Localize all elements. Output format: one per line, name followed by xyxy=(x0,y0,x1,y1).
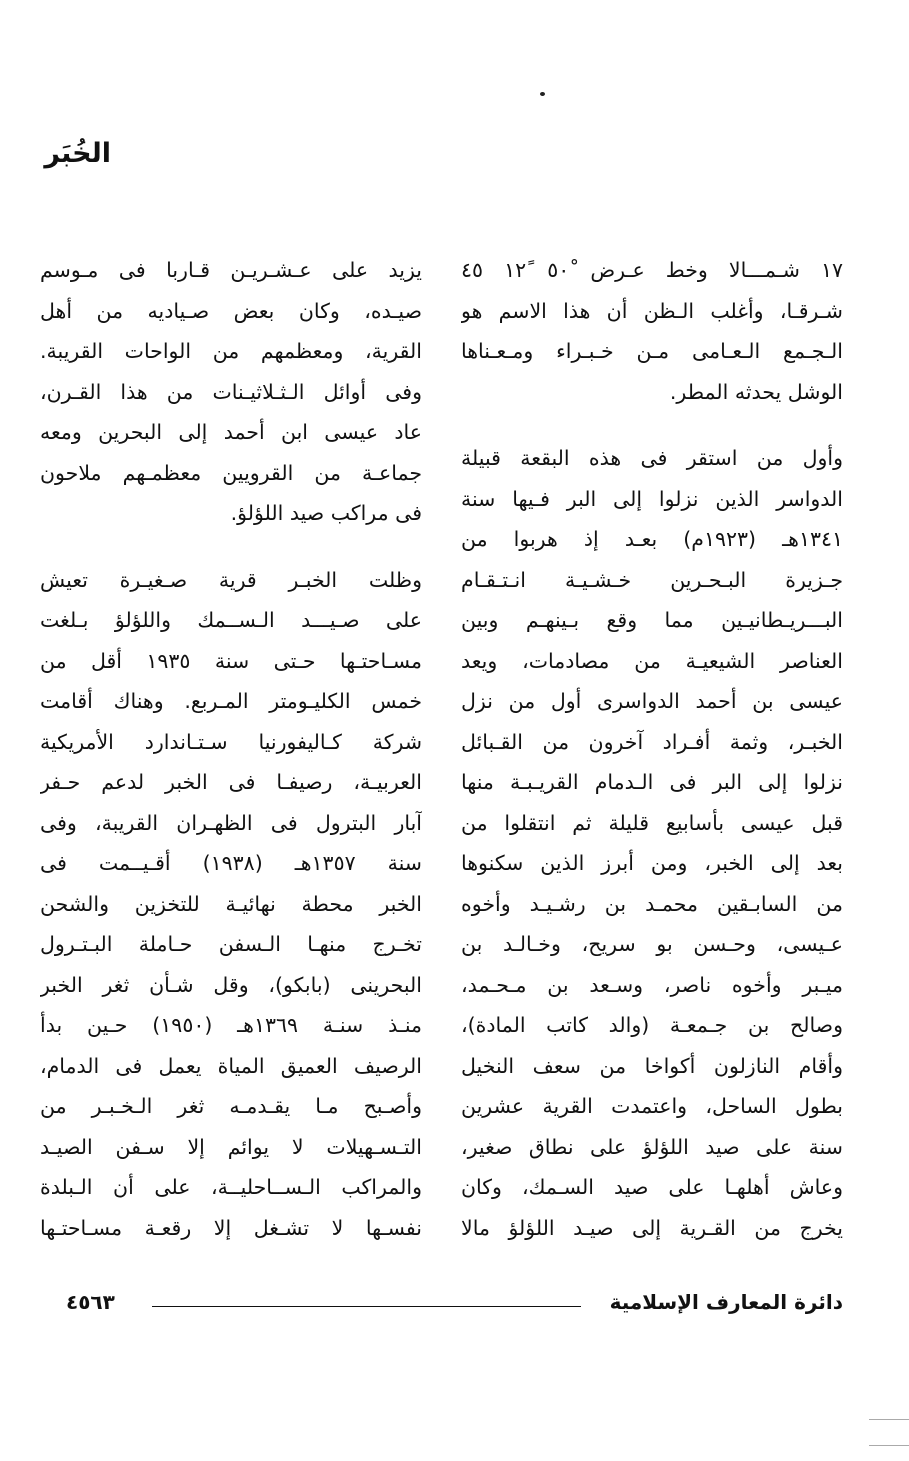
text-line: نزلوا إلى البر فى الـدمام القريـبـة منها xyxy=(461,770,843,794)
text-line: جماعـة من القرويين معظمـهم ملاحون xyxy=(40,460,422,485)
text-line: الوشل يحدثه المطر. xyxy=(669,379,843,404)
text-line: العربيـة، رصيفـا فى الخبر لدعم حـفر xyxy=(40,770,422,794)
paragraph xyxy=(461,250,843,412)
running-title: الخُبَر xyxy=(44,138,111,169)
text-line: وعاش أهلهـا على صيد السـمك، وكان xyxy=(461,1175,843,1199)
paragraph xyxy=(40,250,422,534)
left-column xyxy=(40,250,422,1248)
text-line: يخرج من القـرية إلى صيـد اللؤلؤ مالا xyxy=(461,1215,843,1240)
text-line: وصالح بن جـمعـة (والد كاتب المادة)، xyxy=(461,1013,843,1037)
text-line: جـزيرة البـحـرين خـشـيـة انـتـقـام xyxy=(461,567,843,592)
text-line: العناصر الشيعيـة من مصادمات، ويعد xyxy=(461,648,843,673)
text-line: والمراكب الـســاحليــة، على أن الـبلدة xyxy=(40,1175,422,1199)
text-line: فى مراكب صيد اللؤلؤ. xyxy=(230,501,422,525)
footer-rule xyxy=(152,1306,581,1307)
text-line: عيسى بن أحمد الدواسرى أول من نزل xyxy=(461,689,843,713)
text-line: يزيد على عـشـريـن قـاربا فى مـوسم xyxy=(40,258,422,282)
text-line: وفى أوائل الـثـلاثيـنات من هذا القـرن، xyxy=(40,379,422,404)
text-line: الرصيف العميق المياة يعمل فى الدمام، xyxy=(40,1053,422,1078)
paragraph-gap xyxy=(461,412,843,438)
text-line: من السابـقين محمـد بن رشـيـد وأخوه xyxy=(461,891,843,916)
publication-title: دائرة المعارف الإسلامية xyxy=(609,1290,843,1314)
text-line: شـرقـا، وأغلب الـظن أن هذا الاسم هو xyxy=(461,298,843,323)
text-line: صيـده، وكان بعض صـياديه من أهل xyxy=(40,298,422,323)
text-line: بطول الساحل، واعتمدت القرية عشرين xyxy=(461,1094,843,1118)
page-footer xyxy=(66,1290,843,1320)
text-line: نفسـها لا تشـغل إلا رقعـة مسـاحتـها xyxy=(40,1215,422,1240)
text-line: الخبر محطة نهائيـة للتخزين والشحن xyxy=(40,891,422,916)
margin-mark xyxy=(869,1445,909,1446)
text-line: الدواسر الذين نزلوا إلى البر فـيها سنة xyxy=(461,486,843,511)
text-line: مسـاحتـها حـتى سنة ١٩٣٥ أقل من xyxy=(40,648,422,673)
text-line: الخبـر، وثمة أفـراد آخرون من القـبائل xyxy=(461,729,843,754)
text-line: عـيسى، وحـسن بو سريح، وخـالـد بن xyxy=(461,932,843,956)
text-line: سنة ١٣٥٧هـ (١٩٣٨) أقـيــمت فى xyxy=(40,851,422,875)
text-line: وأصـبح مـا يقـدمـه ثغر الـخـبـر من xyxy=(40,1094,422,1118)
text-line: قبل عيسى بأسابيع قليلة ثم انتقلوا من xyxy=(461,810,843,835)
text-line: وأول من استقر فى هذه البقعة قبيلة xyxy=(461,446,843,470)
text-line: وظلت الخبـر قرية صـغيـرة تعيش xyxy=(40,567,422,592)
paragraph-gap xyxy=(40,534,422,560)
text-line: خمس الكليـومتر المـربع. وهناك أقامت xyxy=(40,689,422,713)
text-line: وأقام النازلون أكواخا من سعف النخيل xyxy=(461,1053,843,1078)
scan-speck xyxy=(540,92,545,96)
margin-mark xyxy=(869,1419,909,1420)
text-line: ١٧ً شـمـــالا وخط عـرض ٥٠ْ ١٢ً ٤٥ xyxy=(461,258,843,282)
paragraph xyxy=(461,438,843,1248)
text-line: ١٣٤١هـ (١٩٢٣م) بعـد إذ هربوا من xyxy=(461,527,843,551)
text-line: منـذ سنـة ١٣٦٩هـ (١٩٥٠) حـين بدأ xyxy=(40,1013,422,1037)
text-line: بعد إلى الخبر، ومن أبرز الذين سكنوها xyxy=(461,851,843,875)
text-line: البـــريـطانيـين مما وقع بـينهـم وبين xyxy=(461,608,843,632)
text-line: البحرينى (بابكو)، وقل شـأن ثغر الخبر xyxy=(40,972,422,997)
paragraph xyxy=(40,560,422,1249)
text-line: عاد عيسى ابن أحمد إلى البحرين ومعه xyxy=(40,420,422,444)
text-line: سنة على صيد اللؤلؤ على نطاق صغير، xyxy=(461,1134,843,1159)
text-line: الـجـمع الـعـامى مـن خـبـراء ومـعـناها xyxy=(461,339,843,363)
text-line: شركة كـاليفورنيا سـتـاندارد الأمريكية xyxy=(40,729,422,754)
page-number: ٤٥٦٣ xyxy=(66,1290,115,1314)
text-line: ميـبر وأخوه ناصر، وسـعد بن مـحـمد، xyxy=(461,972,843,997)
text-line: آبار البترول فى الظهـران القريبة، وفى xyxy=(40,810,422,835)
text-line: القرية، ومعظمهم من الواحات القريبة. xyxy=(40,339,422,363)
text-line: التـسـهيلات لا يوائم إلا سـفن الصيـد xyxy=(40,1134,422,1159)
text-line: تخـرج منهـا الـسفن حـاملة البـتـرول xyxy=(40,932,422,956)
right-column xyxy=(461,250,843,1248)
text-line: على صـيـــد الـســمك واللؤلؤ بـلغت xyxy=(40,608,422,632)
